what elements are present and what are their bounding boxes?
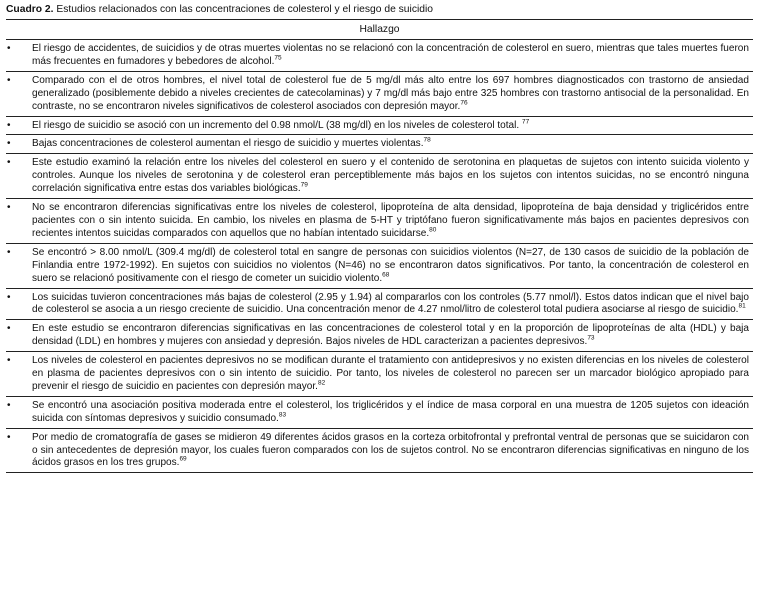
reference-number: 68 xyxy=(382,271,390,279)
bullet-icon: • xyxy=(7,138,11,150)
finding-text: No se encontraron diferencias significativas entre los niveles de colesterol, lipoproteína de alta densidad, lipoproteína de baja densidad y triglicéridos entre pacientes con o sin intento suicida. En cambio, los niveles en plasma de 5-HT y triptófano fueron significativamente más bajos en pacientes depresivos con recientes intentos suicidas comparados con aquellos que no habían intentado suicidarse. xyxy=(32,202,749,239)
column-header-hallazgo: Hallazgo xyxy=(6,20,753,40)
reference-number: 77 xyxy=(521,118,530,126)
bullet-icon: • xyxy=(7,119,11,131)
reference-number: 83 xyxy=(278,411,287,419)
bullet-icon: • xyxy=(7,431,11,443)
reference-number: 69 xyxy=(179,456,187,464)
finding-row xyxy=(6,154,753,199)
bullet-icon: • xyxy=(7,74,11,86)
bullet-icon: • xyxy=(7,323,11,335)
reference-number: 73 xyxy=(587,334,595,342)
finding-text: El riesgo de suicidio se asoció con un incremento del 0.98 nmol/L (38 mg/dl) en los niveles de colesterol total. xyxy=(32,119,520,131)
reference-number: 79 xyxy=(300,181,308,189)
reference-number: 82 xyxy=(317,379,326,387)
findings-table xyxy=(6,19,753,473)
finding-row xyxy=(6,244,753,289)
reference-number: 81 xyxy=(738,303,746,311)
finding-row xyxy=(6,135,753,154)
bullet-icon: • xyxy=(7,157,11,169)
bullet-icon: • xyxy=(7,399,11,411)
bullet-icon: • xyxy=(7,291,11,303)
finding-row xyxy=(6,289,753,321)
bullet-icon: • xyxy=(7,43,11,54)
reference-number: 80 xyxy=(429,226,437,234)
finding-text: Este estudio examinó la relación entre los niveles del colesterol en suero y el contenido de serotonina en plaquetas de sujetos con intento suicida violento y controles. Aunque los niveles de serotonina y de colesterol eran perceptiblemente más bajos en los sujetos con intentos suicidas, no se encontró ninguna correlación significativa entre estas dos variables biológicas. xyxy=(32,157,749,195)
finding-text: Bajas concentraciones de colesterol aumentan el riesgo de suicidio y muertes violentas. xyxy=(32,138,424,150)
finding-row xyxy=(6,40,753,72)
bullet-icon: • xyxy=(7,246,11,258)
bullet-icon: • xyxy=(7,202,11,214)
bullet-icon: • xyxy=(7,355,11,367)
reference-number: 76 xyxy=(460,99,468,107)
reference-number: 75 xyxy=(274,54,282,62)
finding-text: Por medio de cromatografía de gases se midieron 49 diferentes ácidos grasos en la corteza orbitofrontal y prefrontal ventral de personas que se suicidaron con o sin antecedentes de depresión mayor, los cuales fueron comparados con los de sujetos control. No se encontraron diferencias significativas en ninguno de los ácidos grasos en los tres grupos. xyxy=(32,431,749,469)
finding-text: Los suicidas tuvieron concentraciones más bajas de colesterol (2.95 y 1.94) al compararlos con los controles (5.77 nmol/l). Estos datos indican que el nivel bajo de colesterol se asocia a un riesgo creciente de suicidio. Una concentración menor de 4.27 nmol/litro de colesterol total pudiera asociarse al riesgo de suicidio. xyxy=(32,291,749,316)
finding-row xyxy=(6,117,753,136)
finding-text: Los niveles de colesterol en pacientes depresivos no se modifican durante el tratamiento con antidepresivos y no existen diferencias en los niveles de colesterol en plasma de pacientes depresivos con o sin intento de suicidio. Por tanto, los niveles de colesterol no parecen ser un marcador biológico apropiado para prevenir el riesgo de suicidio en pacientes con depresión mayor. xyxy=(32,355,749,392)
caption-title: Estudios relacionados con las concentraciones de colesterol y el riesgo de suicidio xyxy=(56,4,433,15)
caption-label: Cuadro 2. xyxy=(6,4,54,15)
finding-row xyxy=(6,429,753,473)
finding-text: Se encontró > 8.00 nmol/L (309.4 mg/dl) de colesterol total en sangre de personas con suicidios violentos (N=27, de 130 casos de suicidio de la población de Finlandia entre 1972-1992). En sujetos con suicidios no violentos (N=46) no se encontraron datos significativos. Por tanto, la concentración de colesterol en suero se relacionó positivamente con el riesgo de cometer un suicidio violento. xyxy=(32,246,749,284)
finding-text: Comparado con el de otros hombres, el nivel total de colesterol fue de 5 mg/dl más alto entre los 697 hombres diagnosticados con trastorno de ansiedad generalizado (posiblemente debido a niveles crecientes de catecolaminas) y 7 mg/dl más bajo entre 325 hombres con trastorno antisocial de la personalidad. En contraste, no se encontraron niveles significativos de colesterol asociados con depresión mayor. xyxy=(32,74,749,112)
finding-row xyxy=(6,199,753,244)
finding-text: Se encontró una asociación positiva moderada entre el colesterol, los triglicéridos y el índice de masa corporal en una muestra de 1205 sujetos con ideación suicida con síntomas depresivos y suicidio consumado. xyxy=(32,399,749,424)
finding-text: El riesgo de accidentes, de suicidios y de otras muertes violentas no se relacionó con la concentración de colesterol en suero, mientras que tales muertes fueron más frecuentes en fumadores y bebedores de alcohol. xyxy=(32,43,749,67)
finding-row xyxy=(6,397,753,429)
finding-row xyxy=(6,320,753,352)
finding-row xyxy=(6,352,753,397)
table-caption xyxy=(6,3,753,19)
finding-row xyxy=(6,72,753,117)
finding-text: En este estudio se encontraron diferencias significativas en las concentraciones de colesterol total y en la proporción de lipoproteínas de alta (HDL) y baja densidad (LDL) en hombres y mujeres con ansiedad y depresión. Bajos niveles de HDL caracterizan a pacientes depresivos. xyxy=(32,323,749,348)
reference-number: 78 xyxy=(423,137,431,145)
